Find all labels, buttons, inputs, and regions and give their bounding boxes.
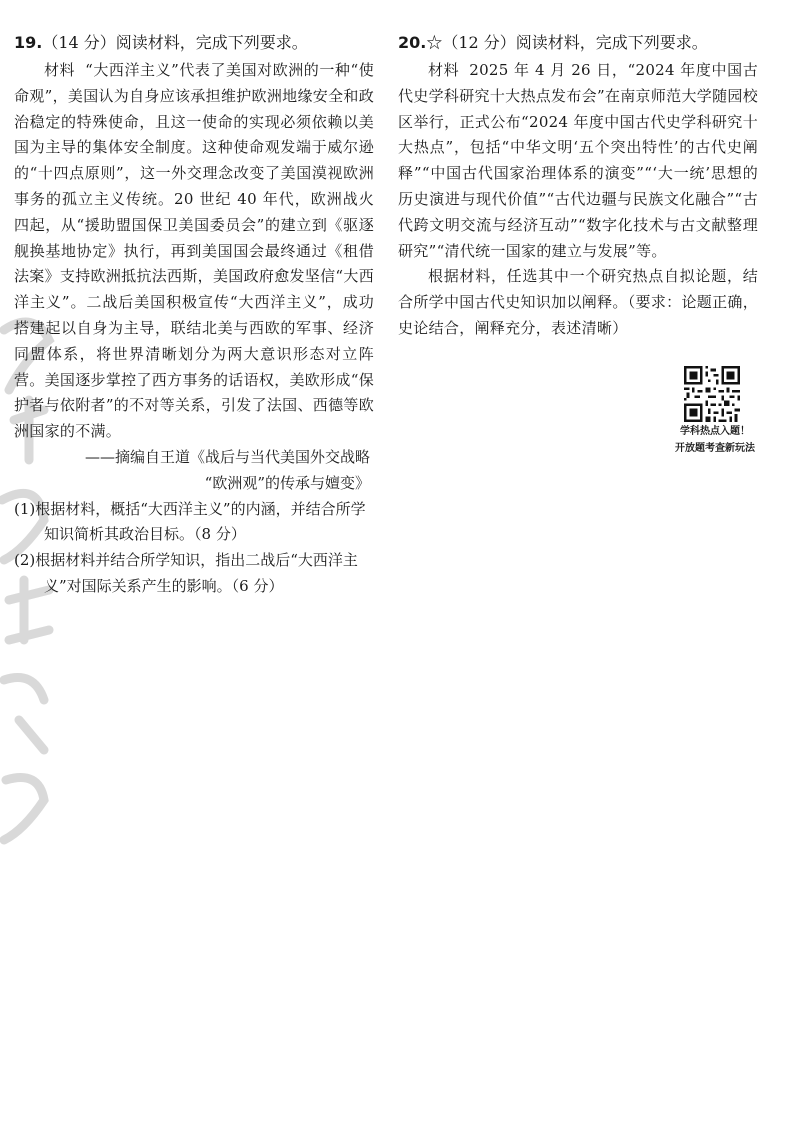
q19-material-label: 材料 bbox=[44, 61, 76, 79]
q19-material bbox=[14, 58, 374, 445]
q19-source bbox=[14, 445, 374, 497]
q20-material-label: 材料 bbox=[428, 61, 460, 79]
star-icon: ☆ bbox=[426, 33, 443, 52]
q19-points: （14 分）阅读材料，完成下列要求。 bbox=[42, 33, 308, 52]
q20-task: 根据材料，任选其中一个研究热点自拟论题，结合所学中国古代史知识加以阐释。（要求：论题正确，史论结合，阐释充分，表述清晰） bbox=[398, 267, 758, 337]
qr-caption-1: 学科热点入题！ bbox=[680, 426, 750, 437]
q20-material bbox=[398, 58, 758, 264]
question-20 bbox=[398, 30, 758, 342]
q20-material-text: 2025 年 4 月 26 日，“2024 年度中国古代史学科研究十大热点发布会”在南京师范大学随园校区举行，正式公布“2024 年度中国古代史学科研究十大热点”，包括“中华文明‘五个突出特性’的古代史阐释”“中国古代国家治理体系的演变”“‘大一统’思想的历史演进与现代价值”“古代边疆与民族文化融合”“古代跨文明交流与经济互动”“数字化技术与古文献整理研究”“清代统一国家的建立与发展”等。 bbox=[398, 61, 758, 260]
qr-code-icon[interactable] bbox=[684, 366, 740, 422]
q19-heading bbox=[14, 30, 374, 56]
q19-subquestion-2: (2)根据材料并结合所学知识，指出二战后“大西洋主义”对国际关系产生的影响。（6 分） bbox=[14, 551, 358, 595]
q19-material-text: “大西洋主义”代表了美国对欧洲的一种“使命观”，美国认为自身应该承担维护欧洲地缘安全和政治稳定的特殊使命，且这一使命的实现必须依赖以美国为主导的集体安全制度。这种使命观发端于威尔逊的“十四点原则”，这一外交理念改变了美国漠视欧洲事务的孤立主义传统。20 世纪 40 年代，欧洲战火四起，从“援助盟国保卫美国委员会”的建立到《驱逐舰换基地协定》执行，再到美国国会最终通过《租借法案》支持欧洲抵抗法西斯，美国政府愈发坚信“大西洋主义”。二战后美国积极宣传“大西洋主义”，成功搭建起以自身为主导，联结北美与西欧的军事、经济同盟体系，将世界清晰划分为两大意识形态对立阵营。美国逐步掌控了西方事务的话语权，美欧形成“保护者与依附者”的不对等关系，引发了法国、西德等欧洲国家的不满。 bbox=[14, 61, 374, 441]
q19-source-line2: “欧洲观”的传承与嬗变》 bbox=[204, 473, 370, 492]
q19-subquestion-1: (1)根据材料，概括“大西洋主义”的内涵，并结合所学知识简析其政治目标。（8 分） bbox=[14, 499, 366, 544]
qr-caption-2: 开放题考查新玩法 bbox=[675, 443, 755, 454]
q20-heading bbox=[398, 30, 758, 56]
question-19 bbox=[14, 30, 374, 600]
q20-number: 20. bbox=[398, 33, 427, 52]
q19-number: 19. bbox=[14, 33, 43, 52]
q19-source-line1: ——摘编自王道《战后与当代美国外交战略 bbox=[84, 447, 370, 466]
q20-points: （12 分）阅读材料，完成下列要求。 bbox=[442, 33, 708, 52]
